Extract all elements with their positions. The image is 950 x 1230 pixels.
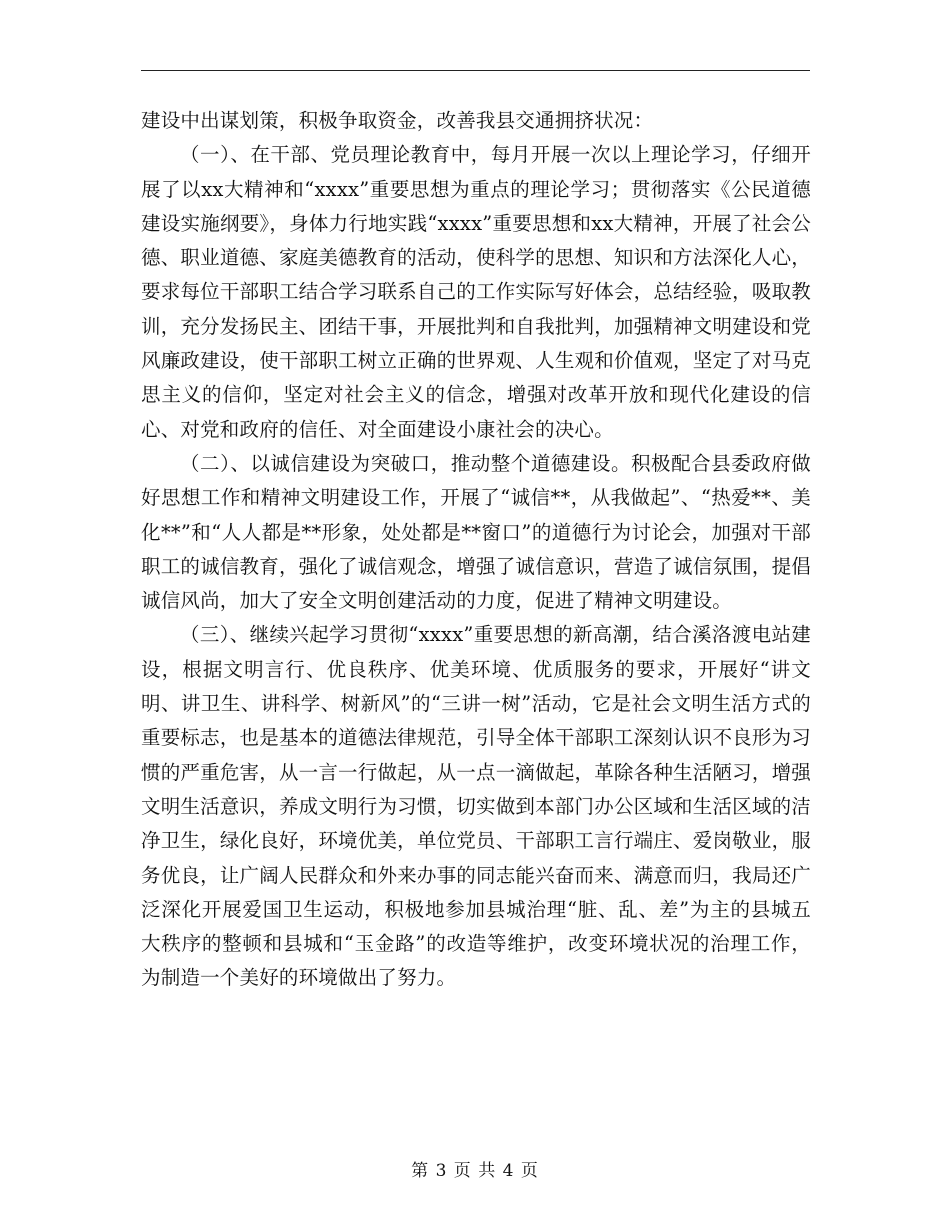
header-rule: [141, 70, 810, 71]
paragraph-section-2: （二）、以诚信建设为突破口，推动整个道德建设。积极配合县委政府做好思想工作和精神文明建设工作，开展了“诚信**，从我做起”、“热爱**、美化**”和“人人都是**形象，处处都是**窗口”的道德行为讨论会，加强对干部职工的诚信教育，强化了诚信观念，增强了诚信意识，营造了诚信氛围，提倡诚信风尚，加大了安全文明创建活动的力度，促进了精神文明建设。: [141, 451, 811, 613]
paragraph-continuation: 建设中出谋划策，积极争取资金，改善我县交通拥挤状况：: [141, 109, 654, 132]
page-number-footer: 第 3 页 共 4 页: [411, 1161, 539, 1181]
document-body: [141, 104, 811, 996]
paragraph-section-1: （一）、在干部、党员理论教育中，每月开展一次以上理论学习，仔细开展了以xx大精神和“xxxx”重要思想为重点的理论学习；贯彻落实《公民道德建设实施纲要》，身体力行地实践“xxxx”重要思想和xx大精神，开展了社会公德、职业道德、家庭美德教育的活动，使科学的思想、知识和方法深化人心，要求每位干部职工结合学习联系自己的工作实际写好体会，总结经验，吸取教训，充分发扬民主、团结干事，开展批判和自我批判，加强精神文明建设和党风廉政建设，使干部职工树立正确的世界观、人生观和价值观，坚定了对马克思主义的信仰，坚定对社会主义的信念，增强对改革开放和现代化建设的信心、对党和政府的信任、对全面建设小康社会的决心。: [141, 143, 811, 441]
paragraph-section-3: （三）、继续兴起学习贯彻“xxxx”重要思想的新高潮，结合溪洛渡电站建设，根据文明言行、优良秩序、优美环境、优质服务的要求，开展好“讲文明、讲卫生、讲科学、树新风”的“三讲一树”活动，它是社会文明生活方式的重要标志，也是基本的道德法律规范，引导全体干部职工深刻认识不良形为习惯的严重危害，从一言一行做起，从一点一滴做起，革除各种生活陋习，增强文明生活意识，养成文明行为习惯，切实做到本部门办公区域和生活区域的洁净卫生，绿化良好，环境优美，单位党员、干部职工言行端庄、爱岗敬业，服务优良，让广阔人民群众和外来办事的同志能兴奋而来、满意而归，我局还广泛深化开展爱国卫生运动，积极地参加县城治理“脏、乱、差”为主的县城五大秩序的整顿和县城和“玉金路”的改造等维护，改变环境状况的治理工作，为制造一个美好的环境做出了努力。: [141, 623, 811, 990]
